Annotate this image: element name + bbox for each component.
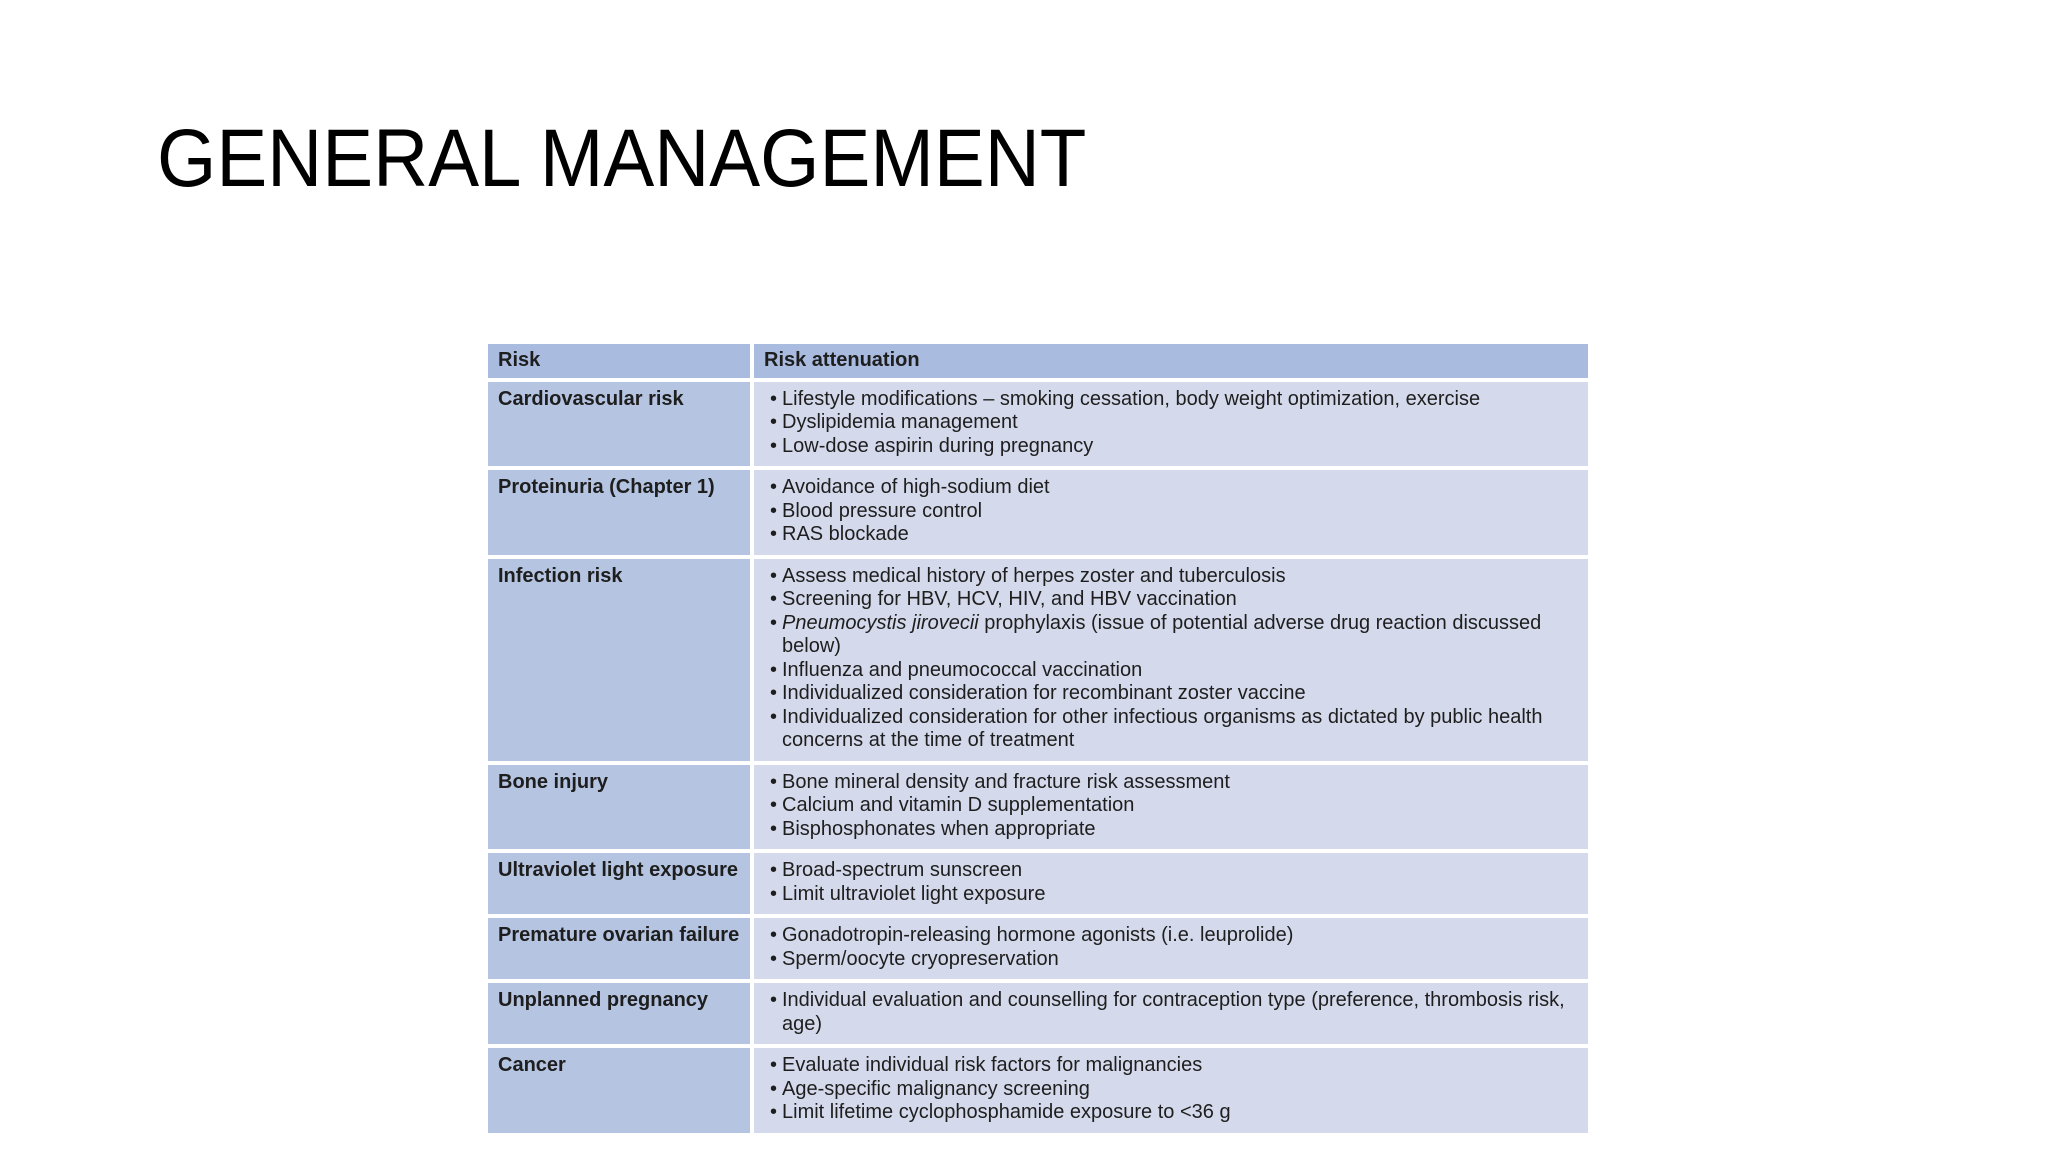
bullet-text: Individualized consideration for other infectious organisms as dictated by public health concerns at the time of treatment [782,705,1543,751]
bullet-list [770,388,1574,459]
risk-cell: Ultraviolet light exposure [486,851,752,916]
table-header-row [486,342,1590,380]
table-row [486,468,1590,557]
bullet-list [770,859,1574,906]
bullet-item [770,682,1574,706]
bullet-text: Lifestyle modifications – smoking cessation, body weight optimization, exercise [782,387,1481,410]
bullet-text: Gonadotropin-releasing hormone agonists (i.e. leuprolide) [782,924,1294,946]
bullet-text: Sperm/oocyte cryopreservation [782,947,1059,970]
bullet-item [770,588,1574,612]
bullet-item [770,924,1574,948]
table-row [486,557,1590,763]
bullet-item [770,948,1574,972]
bullet-text: Calcium and vitamin D supplementation [782,794,1135,816]
bullet-text: Limit ultraviolet light exposure [782,882,1046,905]
bullet-text: Influenza and pneumococcal vaccination [782,658,1143,681]
bullet-text: Age-specific malignancy screening [782,1077,1090,1100]
bullet-item [770,989,1574,1036]
table-row [486,380,1590,469]
table-row [486,763,1590,852]
risk-cell: Premature ovarian failure [486,916,752,981]
bullet-list [770,924,1574,971]
slide-title: GENERAL MANAGEMENT [157,113,1087,204]
risk-attenuation-table [484,340,1592,1137]
bullet-list [770,476,1574,547]
risk-cell: Cardiovascular risk [486,380,752,469]
bullet-item [770,1054,1574,1078]
bullet-text: Avoidance of high-sodium diet [782,476,1050,498]
risk-attenuation-cell [752,851,1590,916]
bullet-list [770,1054,1574,1125]
bullet-item [770,565,1574,589]
bullet-item [770,1101,1574,1125]
table-body [486,380,1590,1135]
risk-attenuation-cell [752,1046,1590,1135]
bullet-item [770,476,1574,500]
column-header-risk-attenuation: Risk attenuation [752,342,1590,380]
risk-attenuation-cell [752,981,1590,1046]
bullet-text: Dyslipidemia management [782,411,1018,433]
italic-term: Pneumocystis jirovecii [782,611,979,634]
column-header-risk: Risk [486,342,752,380]
bullet-text: Broad-spectrum sunscreen [782,859,1023,881]
bullet-item [770,794,1574,818]
bullet-item [770,706,1574,753]
bullet-text: Low-dose aspirin during pregnancy [782,434,1094,457]
bullet-item [770,435,1574,459]
bullet-text: Evaluate individual risk factors for malignancies [782,1054,1203,1076]
risk-attenuation-cell [752,763,1590,852]
bullet-list [770,989,1574,1036]
bullet-text: Bisphosphonates when appropriate [782,817,1096,840]
risk-cell: Cancer [486,1046,752,1135]
table-row [486,1046,1590,1135]
risk-table-container [484,340,1588,1137]
bullet-list [770,771,1574,842]
bullet-text: Bone mineral density and fracture risk assessment [782,770,1230,793]
table-row [486,851,1590,916]
bullet-text: RAS blockade [782,523,909,545]
risk-attenuation-cell [752,916,1590,981]
risk-cell: Unplanned pregnancy [486,981,752,1046]
bullet-list [770,565,1574,753]
risk-attenuation-cell [752,468,1590,557]
bullet-item [770,1078,1574,1102]
bullet-item [770,883,1574,907]
risk-attenuation-cell [752,557,1590,763]
bullet-item [770,818,1574,842]
bullet-text: Individualized consideration for recombinant zoster vaccine [782,682,1306,704]
risk-cell: Bone injury [486,763,752,852]
risk-cell: Infection risk [486,557,752,763]
risk-cell: Proteinuria (Chapter 1) [486,468,752,557]
table-row [486,981,1590,1046]
bullet-text: Individual evaluation and counselling for contraception type (preference, thrombosis risk, age) [782,989,1565,1035]
risk-attenuation-cell [752,380,1590,469]
bullet-item [770,523,1574,547]
bullet-item [770,859,1574,883]
bullet-text: Assess medical history of herpes zoster and tuberculosis [782,564,1286,587]
bullet-item [770,659,1574,683]
bullet-item [770,388,1574,412]
bullet-text: Blood pressure control [782,499,983,522]
table-row [486,916,1590,981]
bullet-item [770,500,1574,524]
bullet-text: Limit lifetime cyclophosphamide exposure to <36 g [782,1101,1231,1123]
bullet-item [770,771,1574,795]
bullet-text: Screening for HBV, HCV, HIV, and HBV vaccination [782,588,1237,610]
bullet-item [770,612,1574,659]
bullet-item [770,411,1574,435]
bullet-text: prophylaxis (issue of potential adverse drug reaction discussed below) [782,611,1542,657]
